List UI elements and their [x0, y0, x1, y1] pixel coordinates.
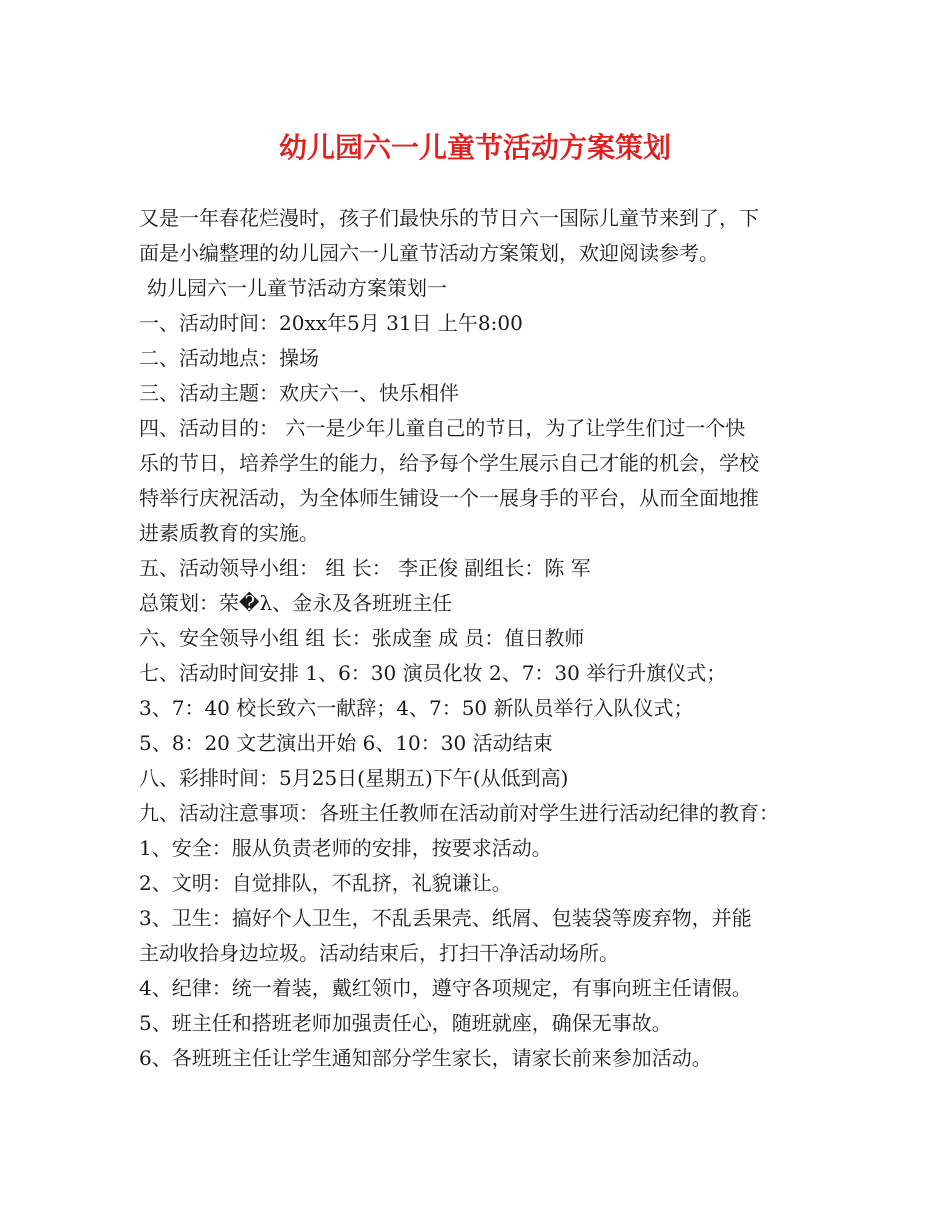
paragraph-line: 乐的节日，培养学生的能力，给予每个学生展示自己才能的机会，学校 — [139, 451, 759, 475]
paragraph-line: 5、8：20 文艺演出开始 6、10：30 活动结束 — [139, 731, 553, 755]
paragraph-line: 四、活动目的： 六一是少年儿童自己的节日，为了让学生们过一个快 — [139, 416, 746, 440]
paragraph-line: 主动收拾身边垃圾。活动结束后，打扫干净活动场所。 — [139, 941, 619, 965]
paragraph-line: 一、活动时间：20xx年5月 31日 上午8:00 — [139, 311, 523, 335]
paragraph-line: 2、文明：自觉排队，不乱挤，礼貌谦让。 — [139, 871, 512, 895]
paragraph-line: 3、卫生：搞好个人卫生，不乱丢果壳、纸屑、包装袋等废弃物，并能 — [139, 906, 752, 930]
paragraph-line: 五、活动领导小组： 组 长： 李正俊 副组长：陈 军 — [139, 556, 591, 580]
paragraph-line: 6、各班班主任让学生通知部分学生家长，请家长前来参加活动。 — [139, 1046, 712, 1070]
paragraph-line: 八、彩排时间：5月25日(星期五)下午(从低到高) — [139, 766, 569, 790]
paragraph-line: 九、活动注意事项：各班主任教师在活动前对学生进行活动纪律的教育： — [139, 801, 779, 825]
paragraph-line: 面是小编整理的幼儿园六一儿童节活动方案策划，欢迎阅读参考。 — [139, 241, 719, 265]
paragraph-line: 进素质教育的实施。 — [139, 521, 319, 545]
document-body — [139, 201, 819, 1076]
paragraph-line: 七、活动时间安排 1、6：30 演员化妆 2、7：30 举行升旗仪式； — [139, 661, 727, 685]
paragraph-line: 3、7：40 校长致六一献辞；4、7：50 新队员举行入队仪式； — [139, 696, 694, 720]
paragraph-line: 六、安全领导小组 组 长：张成奎 成 员：值日教师 — [139, 626, 585, 650]
paragraph-line: 5、班主任和搭班老师加强责任心，随班就座，确保无事故。 — [139, 1011, 672, 1035]
paragraph-line: 4、纪律：统一着装，戴红领巾，遵守各项规定，有事向班主任请假。 — [139, 976, 752, 1000]
section-heading: 幼儿园六一儿童节活动方案策划一 — [147, 276, 447, 300]
paragraph-line: 特举行庆祝活动，为全体师生铺设一个一展身手的平台，从而全面地推 — [139, 486, 759, 510]
paragraph-line: 又是一年春花烂漫时，孩子们最快乐的节日六一国际儿童节来到了，下 — [139, 206, 759, 230]
document-title: 幼儿园六一儿童节活动方案策划 — [278, 131, 671, 164]
paragraph-line: 总策划：荣�λ、金永及各班班主任 — [139, 591, 453, 615]
paragraph-line: 1、安全：服从负责老师的安排，按要求活动。 — [139, 836, 552, 860]
paragraph-line: 三、活动主题：欢庆六一、快乐相伴 — [139, 381, 459, 405]
paragraph-line: 二、活动地点：操场 — [139, 346, 319, 370]
